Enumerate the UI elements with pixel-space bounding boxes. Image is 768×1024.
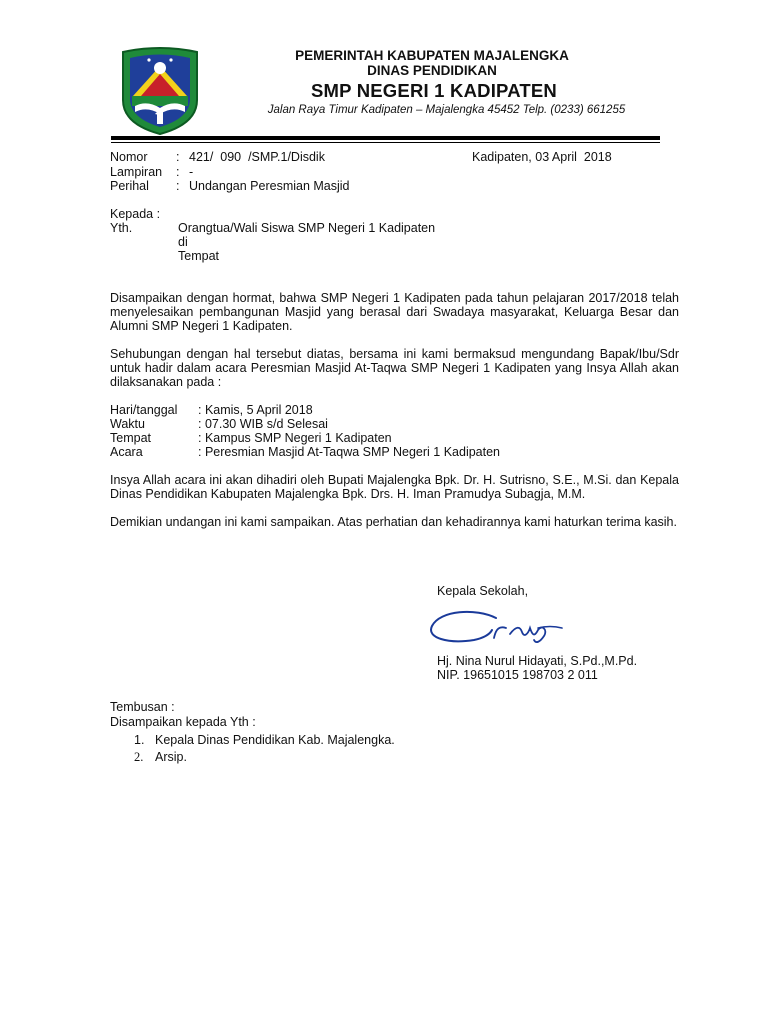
perihal-label: Perihal (110, 179, 149, 193)
nomor-colon: : (176, 150, 180, 164)
tembusan-item-1-number: 1. (134, 733, 145, 747)
tembusan-intro: Disampaikan kepada Yth : (110, 715, 256, 729)
yth-label: Yth. (110, 221, 133, 235)
letterhead-address: Jalan Raya Timur Kadipaten – Majalengka 45452 Telp. (0233) 661255 (267, 104, 626, 116)
tembusan-item-1: Kepala Dinas Pendidikan Kab. Majalengka. (155, 733, 395, 747)
event-time-value: : 07.30 WIB s/d Selesai (198, 417, 328, 431)
event-day-label: Hari/tanggal (110, 403, 178, 417)
event-agenda-value: : Peresmian Masjid At-Taqwa SMP Negeri 1 Kadipaten (198, 445, 501, 459)
recipient-name: Orangtua/Wali Siswa SMP Negeri 1 Kadipaten (178, 221, 436, 235)
perihal-value: Undangan Peresmian Masjid (189, 179, 350, 193)
body-paragraph-3: Insya Allah acara ini akan dihadiri oleh Bupati Majalengka Bpk. Dr. H. Sutrisno, S.E., M.Si. dan Kepala Dinas Pendidikan Kabupaten Majalengka Bpk. Drs. H. Iman Pramudya Subagja, M.M. (110, 473, 679, 501)
recipient-place: Tempat (178, 249, 219, 263)
letterhead-divider-thick (111, 136, 660, 140)
perihal-colon: : (176, 179, 180, 193)
nomor-label: Nomor (110, 150, 148, 164)
body-paragraph-4: Demikian undangan ini kami sampaikan. Atas perhatian dan kehadirannya kami haturkan terima kasih. (110, 515, 677, 529)
lampiran-colon: : (176, 165, 180, 179)
handwritten-signature (426, 604, 566, 648)
event-agenda-label: Acara (110, 445, 143, 459)
event-time-label: Waktu (110, 417, 145, 431)
event-place-value: : Kampus SMP Negeri 1 Kadipaten (198, 431, 392, 445)
kepada-label: Kepada : (110, 207, 161, 221)
letterhead-divider-thin (111, 142, 660, 143)
letterhead-government: PEMERINTAH KABUPATEN MAJALENGKA (295, 48, 569, 63)
letterhead-department: DINAS PENDIDIKAN (367, 63, 497, 78)
signer-name: Hj. Nina Nurul Hidayati, S.Pd.,M.Pd. (437, 654, 638, 668)
tembusan-item-2: Arsip. (155, 750, 187, 764)
nomor-value: 421/ 090 /SMP.1/Disdik (189, 150, 325, 164)
place-date: Kadipaten, 03 April 2018 (472, 150, 612, 164)
lampiran-value: - (189, 165, 194, 179)
body-paragraph-2: Sehubungan dengan hal tersebut diatas, bersama ini kami bermaksud mengundang Bapak/Ibu/Sdr untuk hadir dalam acara Peresmian Masjid At-Taqwa SMP Negeri 1 Kadipaten yang Insya Allah akan dilaksanakan pada : (110, 347, 679, 389)
letterhead-school-name: SMP NEGERI 1 KADIPATEN (311, 80, 557, 101)
event-place-label: Tempat (110, 431, 151, 445)
body-paragraph-1: Disampaikan dengan hormat, bahwa SMP Negeri 1 Kadipaten pada tahun pelajaran 2017/2018 telah menyelesaikan pembangunan Masjid yang berasal dari Swadaya masyarakat, Keluarga Besar dan Alumni SMP Negeri 1 Kadipaten. (110, 291, 679, 333)
signer-nip: NIP. 19651015 198703 2 011 (437, 668, 598, 682)
event-day-value: : Kamis, 5 April 2018 (198, 403, 313, 417)
lampiran-label: Lampiran (110, 165, 163, 179)
signature-title: Kepala Sekolah, (437, 584, 529, 598)
recipient-di: di (178, 235, 188, 249)
tembusan-item-2-number: 2. (134, 750, 144, 764)
tembusan-label: Tembusan : (110, 700, 175, 714)
